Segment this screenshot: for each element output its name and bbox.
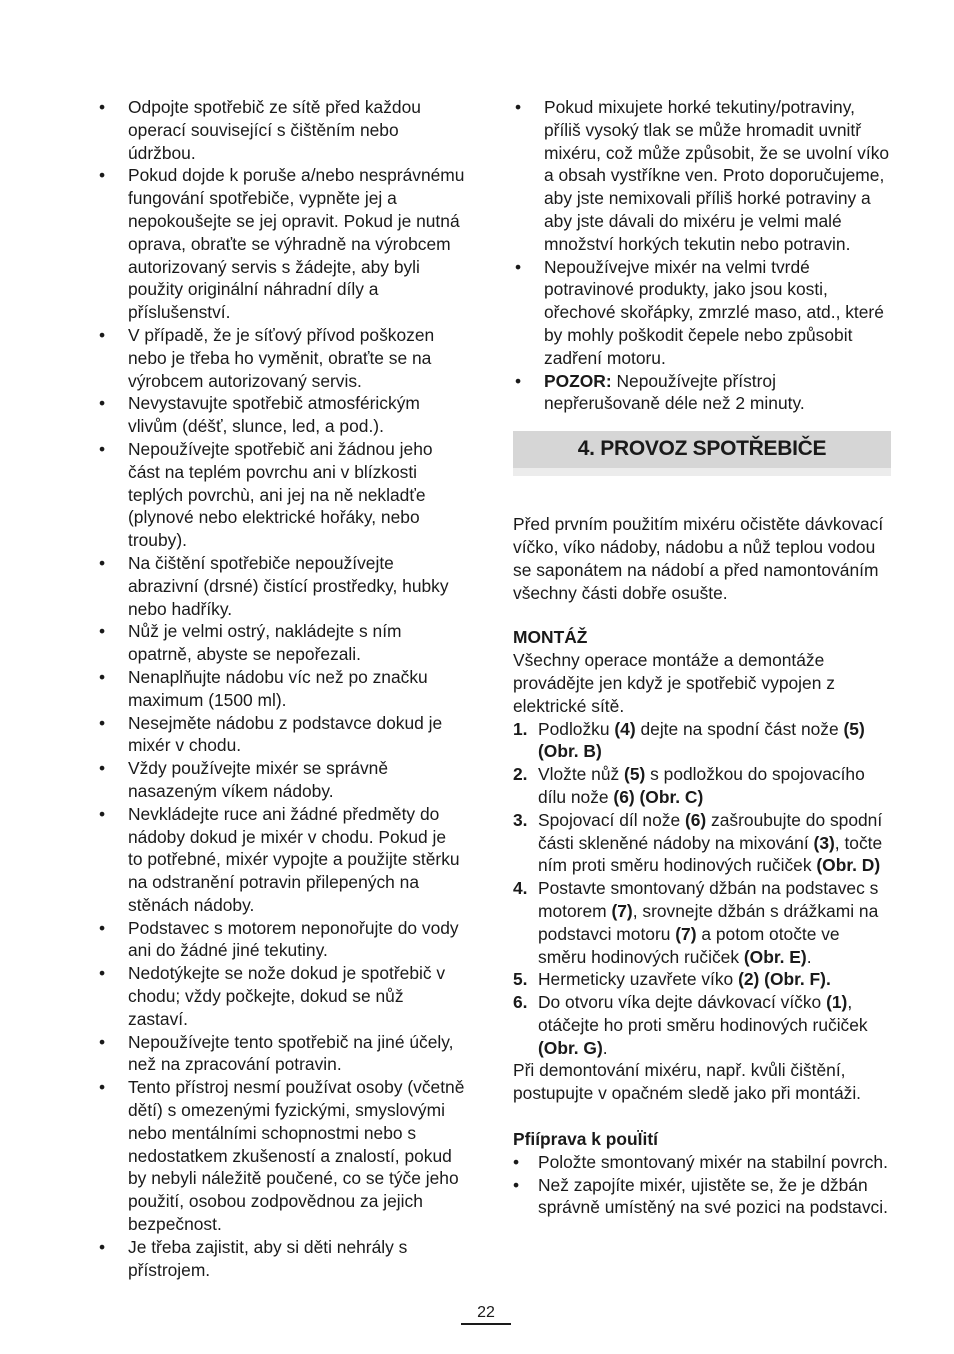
step-number: 5. xyxy=(513,969,528,990)
step-number: 1. xyxy=(513,718,528,739)
left-column xyxy=(97,96,465,1281)
bullet-item: • Vždy používejte mixér se správně nasazeným víkem nádoby. xyxy=(97,757,465,803)
preparation-list xyxy=(513,1151,891,1219)
assembly-step xyxy=(513,968,891,991)
step-text: Podložku xyxy=(538,718,615,739)
assembly-steps xyxy=(513,718,891,1060)
assembly-step xyxy=(513,763,891,809)
warning-list xyxy=(513,370,891,416)
step-reference: (4) xyxy=(614,718,636,739)
bullet-item: • Nepoužívejve mixér na velmi tvrdé potravinové produkty, jako jsou kosti, ořechové skořápky, zmrzlé maso, atd., které by mohly poškodit čepele nebo způsobit zadření motoru. xyxy=(513,256,891,370)
step-text: Spojovací díl nože xyxy=(538,809,685,830)
step-text: zašroubujte do spodní části skleněné nádoby na mixování xyxy=(538,809,883,853)
step-reference: (2) (Obr. F). xyxy=(738,969,831,990)
step-text: Postavte smontovaný džbán na podstavec s motorem xyxy=(538,878,879,921)
right-column xyxy=(513,96,891,1219)
step-reference: (Obr. G) xyxy=(538,1037,603,1058)
safety-bullet-list-continued xyxy=(513,96,891,370)
prep-bullet-item: • Položte smontovaný mixér na stabilní povrch. xyxy=(513,1151,891,1174)
bullet-item: • Nepoužívejte spotřebič ani žádnou jeho část na teplém povrchu ani v blízkosti teplých povrchù, ani jej na ně nekladťe (plynové nebo elektrické hořáky, nebo trouby). xyxy=(97,438,465,552)
warning-item xyxy=(513,370,891,416)
bullet-item: • Na čištění spotřebiče nepoužívejte abrazivní (drsné) čistící prostředky, hubky nebo hadříky. xyxy=(97,552,465,620)
bullet-item: • Odpojte spotřebič ze sítě před každou operací související s čištěním nebo údržbou. xyxy=(97,96,465,164)
warning-text: Nepoužívejte přístroj nepřerušovaně déle než 2 minuty. xyxy=(544,370,805,414)
step-text: s podložkou do spojovacího dílu nože xyxy=(538,764,865,807)
step-text: . xyxy=(806,946,812,967)
step-reference: (7) xyxy=(675,923,697,944)
step-text: , otáčejte ho proti směru hodinových ručiček xyxy=(538,992,868,1035)
safety-bullet-list xyxy=(97,96,465,1281)
step-number: 3. xyxy=(513,809,528,830)
bullet-item: • Nenaplňujte nádobu víc než po značku maximum (1500 ml). xyxy=(97,666,465,712)
bullet-item: • V případě, že je síťový přívod poškozen nebo je třeba ho vyměnit, obraťte se na výrobcem autorizovaný servis. xyxy=(97,324,465,392)
bullet-item: • Nevkládejte ruce ani žádné předměty do nádoby dokud je mixér v chodu. Pokud je to potřebné, mixér vypojte a použijte stěrku na odstranění potravin přilepených na stěnách nádoby. xyxy=(97,803,465,917)
priprava-heading: Pfiíprava k pouÏití xyxy=(513,1129,658,1150)
step-text: a potom otočte ve směru hodinových ručiček xyxy=(538,923,840,967)
assembly-step xyxy=(513,809,891,877)
step-reference: (3) xyxy=(813,832,835,853)
step-text: Do otvoru víka dejte dávkovací víčko xyxy=(538,992,827,1013)
step-number: 4. xyxy=(513,878,528,899)
bullet-item: • Nesejměte nádobu z podstavce dokud je mixér v chodu. xyxy=(97,712,465,758)
step-text: . xyxy=(602,1037,608,1058)
step-reference: (5) (Obr. B) xyxy=(538,718,865,762)
montaz-intro: Všechny operace montáže a demontáže provádějte jen když je spotřebič vypojen z elektrické sítě. xyxy=(513,650,835,716)
step-reference: (Obr. E) xyxy=(743,946,807,967)
bullet-item: • Tento přístroj nesmí používat osoby (včetně dětí) s omezenými fyzickými, smyslovými nebo mentálními schopnostmi nebo s nedostatkem zkušeností a znalostí, pokud by nebyli náležitě poučené, co se týče jeho použití, osobou zodpovědnou za jejich bezpečnost. xyxy=(97,1076,465,1236)
step-number: 6. xyxy=(513,992,528,1013)
assembly-step xyxy=(513,877,891,968)
step-text: Vložte nůž xyxy=(538,764,625,785)
bullet-item: • Nedotýkejte se nože dokud je spotřebič v chodu; vždy počkejte, dokud se nůž zastaví. xyxy=(97,962,465,1030)
bullet-item: • Pokud dojde k poruše a/nebo nesprávnému fungování spotřebiče, vypněte jej a nepokoušejte se jej opravit. Pokud je nutná oprava, obraťte se výhradně na výrobcem autorizovaný servis s žádejte, aby byli použity originální náhradní díly a příslušenství. xyxy=(97,164,465,324)
bullet-item: • Pokud mixujete horké tekutiny/potraviny, příliš vysoký tlak se může hromadit uvnitř mixéru, což může způsobit, že se uvolní víko a obsah vystříkne ven. Proto doporučujeme, aby jste nemixovali příliš horké potraviny a aby jste dávali do mixéru je velmi malé množství horkých tekutin nebo potravin. xyxy=(513,96,891,256)
bullet-item: • Nůž je velmi ostrý, nakládejte s ním opatrně, abyste se nepořezali. xyxy=(97,620,465,666)
step-text: dejte na spodní část nože xyxy=(635,718,844,739)
assembly-step xyxy=(513,718,891,764)
intro-paragraph: Před prvním použitím mixéru očistěte dávkovací víčko, víko nádoby, nádobu a nůž teplou vodou se saponátem na nádobí a před namontováním všechny části dobře osušte. xyxy=(513,514,884,603)
bullet-item: • Nepoužívejte tento spotřebič na jiné účely, než na zpracování potravin. xyxy=(97,1031,465,1077)
bullet-item: • Nevystavujte spotřebič atmosférickým vlivům (déšť, slunce, led, a pod.). xyxy=(97,392,465,438)
montaz-heading: MONTÁŽ xyxy=(513,627,588,648)
step-reference: (6) (Obr. C) xyxy=(613,786,704,807)
step-number: 2. xyxy=(513,764,528,785)
step-text: Hermeticky uzavřete víko xyxy=(538,969,739,990)
prep-bullet-item: • Než zapojíte mixér, ujistěte se, že je džbán správně umístěný na své pozici na podstavci. xyxy=(513,1174,891,1220)
step-reference: (6) xyxy=(684,809,707,830)
section-heading-bar xyxy=(513,431,891,476)
step-text: , srovnejte džbán s drážkami na podstavci motoru xyxy=(538,900,879,944)
montaz-outro: Při demontování mixéru, např. kvůli čištění, postupujte v opačném sledě jako při montáži. xyxy=(513,1060,862,1104)
step-text: , točte ním proti směru hodinových ručiček xyxy=(538,832,883,876)
step-reference: (5) xyxy=(624,764,646,785)
step-reference: (1) xyxy=(826,992,848,1013)
assembly-step xyxy=(513,991,891,1059)
bullet-item: • Je třeba zajistit, aby si děti nehrály s přístrojem. xyxy=(97,1236,465,1282)
step-reference: (7) xyxy=(611,900,633,921)
step-reference: (Obr. D) xyxy=(816,855,881,876)
warning-label: POZOR: xyxy=(544,370,612,391)
bullet-item: • Podstavec s motorem neponořujte do vody ani do žádné jiné tekutiny. xyxy=(97,917,465,963)
section-title: 4. PROVOZ SPOTŘEBIČE xyxy=(577,437,827,461)
page-number: 22 xyxy=(461,1304,511,1325)
